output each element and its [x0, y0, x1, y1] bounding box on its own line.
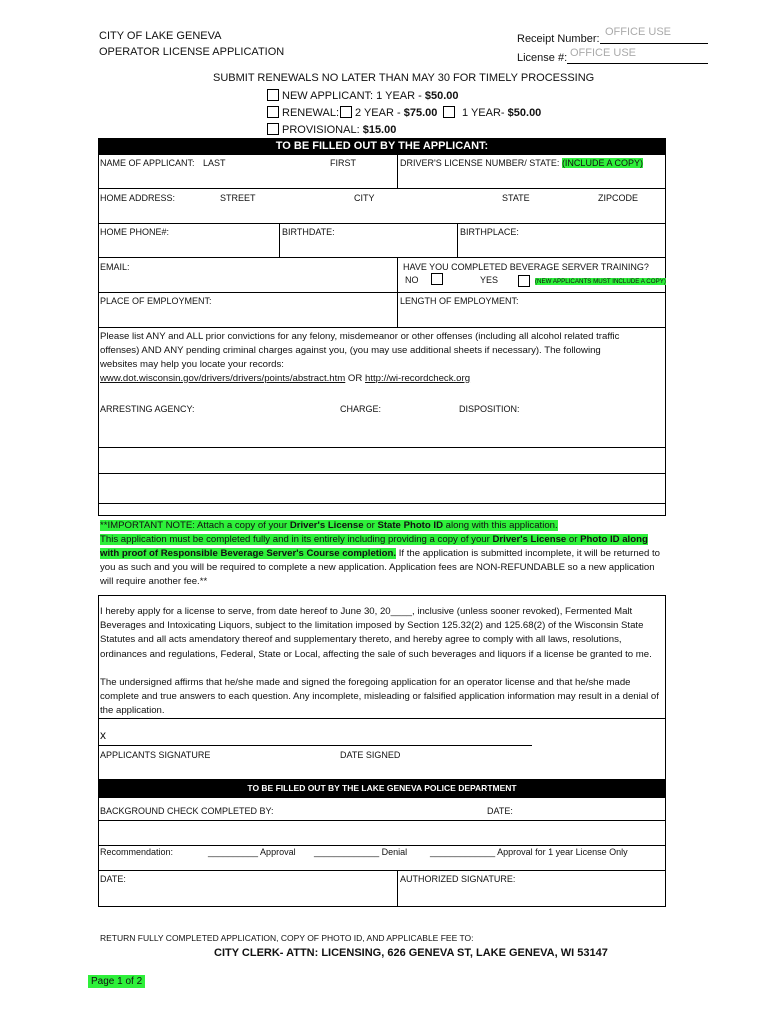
declaration-line-4: ordinances and regulations, Federal, State or Local, affecting the sale of such beverages and liquors if a license be granted to me.	[100, 649, 652, 660]
important-line-3: with proof of Responsible Beverage Server's Course completion. If the application is submitted incomplete, it will be returned to	[100, 548, 660, 559]
birthdate-label: BIRTHDATE:	[282, 227, 335, 237]
training-yes-checkbox[interactable]	[518, 275, 530, 287]
zipcode-label: ZIPCODE	[598, 193, 639, 203]
renewal-label: RENEWAL:	[282, 107, 340, 119]
form-title: OPERATOR LICENSE APPLICATION	[99, 46, 285, 58]
convictions-links: www.dot.wisconsin.gov/drivers/drivers/points/abstract.htm OR http://wi-recordcheck.org	[100, 373, 471, 384]
police-date-label: DATE:	[100, 874, 126, 884]
name-field[interactable]	[100, 170, 396, 187]
length-employment-label: LENGTH OF EMPLOYMENT:	[400, 296, 519, 306]
email-label: EMAIL:	[100, 262, 130, 272]
important-line-5: will require another fee.**	[100, 576, 208, 587]
email-field[interactable]	[100, 274, 395, 291]
home-address-label: HOME ADDRESS:	[100, 193, 176, 203]
signature-field[interactable]	[112, 724, 532, 744]
street-label: STREET	[220, 193, 256, 203]
charge-label: CHARGE:	[340, 404, 382, 414]
license-line	[567, 63, 708, 64]
conviction-row-3[interactable]	[100, 475, 664, 502]
two-year-checkbox[interactable]	[340, 106, 352, 118]
birthdate-field[interactable]	[281, 239, 456, 256]
receipt-value: OFFICE USE	[605, 26, 672, 38]
license-label: License #:	[517, 52, 568, 64]
training-no-label: NO	[405, 275, 419, 285]
one-year-option: 1 YEAR- $50.00	[462, 107, 542, 119]
receipt-line	[600, 43, 708, 44]
arresting-agency-label: ARRESTING AGENCY:	[100, 404, 195, 414]
background-date-label: DATE:	[487, 806, 513, 816]
one-year-checkbox[interactable]	[443, 106, 455, 118]
provisional-checkbox[interactable]	[267, 123, 279, 135]
police-section-header: TO BE FILLED OUT BY THE LAKE GENEVA POLICE DEPARTMENT	[98, 780, 666, 797]
denial-option[interactable]: _____________ Denial	[314, 847, 408, 857]
important-line-4: you as such and you will be required to complete a new application. Application fees are NON-REFUNDABLE so a new application	[100, 562, 655, 573]
training-note: (NEW APPLICANTS MUST INCLUDE A COPY)	[535, 278, 666, 285]
two-year-option: 2 YEAR - $75.00	[355, 107, 438, 119]
training-question: HAVE YOU COMPLETED BEVERAGE SERVER TRAINING?	[403, 262, 649, 272]
clerk-address: CITY CLERK- ATTN: LICENSING, 626 GENEVA ST, LAKE GENEVA, WI 53147	[214, 947, 608, 959]
conviction-row-2[interactable]	[100, 449, 664, 472]
new-applicant-option: NEW APPLICANT: 1 YEAR - $50.00	[282, 90, 459, 102]
birthplace-field[interactable]	[459, 239, 664, 256]
recommendation-label: Recommendation:	[100, 847, 174, 857]
declaration-line-7: the application.	[100, 705, 165, 716]
home-phone-field[interactable]	[100, 239, 277, 256]
dot-link[interactable]: www.dot.wisconsin.gov/drivers/drivers/points/abstract.htm	[100, 373, 346, 384]
name-of-applicant-label: NAME OF APPLICANT:	[100, 158, 195, 168]
training-yes-label: YES	[480, 275, 499, 285]
declaration-line-5: The undersigned affirms that he/she made and signed the foregoing application for an operator license and that he/she made	[100, 677, 631, 688]
signature-line	[98, 745, 532, 746]
state-label: STATE	[502, 193, 530, 203]
provisional-option: PROVISIONAL: $15.00	[282, 124, 397, 136]
important-line-1: **IMPORTANT NOTE: Attach a copy of your Driver's License or State Photo ID along with this application.	[100, 520, 558, 531]
convictions-line-3: websites may help you locate your records:	[100, 359, 284, 370]
approval-option[interactable]: __________ Approval	[208, 847, 296, 857]
disposition-label: DISPOSITION:	[459, 404, 520, 414]
home-address-field[interactable]	[100, 205, 664, 222]
date-signed-label: DATE SIGNED	[340, 750, 401, 760]
license-value: OFFICE USE	[570, 47, 637, 59]
last-name-label: LAST	[203, 158, 226, 168]
applicant-signature-label: APPLICANTS SIGNATURE	[100, 750, 211, 760]
length-employment-field[interactable]	[399, 308, 664, 326]
background-check-label: BACKGROUND CHECK COMPLETED BY:	[100, 806, 274, 816]
home-phone-label: HOME PHONE#:	[100, 227, 170, 237]
first-name-label: FIRST	[330, 158, 356, 168]
new-applicant-checkbox[interactable]	[267, 89, 279, 101]
conviction-row-1[interactable]	[100, 416, 664, 446]
convictions-line-2: offenses) AND ANY pending criminal charges against you, (you may use additional sheets if necessary). The following	[100, 345, 601, 356]
authorized-signature-label: AUTHORIZED SIGNATURE:	[400, 874, 516, 884]
applicant-section-header: TO BE FILLED OUT BY THE APPLICANT:	[98, 138, 666, 154]
employment-field[interactable]	[100, 308, 395, 326]
employment-label: PLACE OF EMPLOYMENT:	[100, 296, 212, 306]
birthplace-label: BIRTHPLACE:	[460, 227, 519, 237]
page-number-badge: Page 1 of 2	[88, 975, 145, 988]
convictions-line-1: Please list ANY and ALL prior convictions for any felony, misdemeanor or other offenses (including all alcohol related traffic	[100, 331, 620, 342]
recordcheck-link[interactable]: http://wi-recordcheck.org	[365, 373, 471, 384]
renewal-notice: SUBMIT RENEWALS NO LATER THAN MAY 30 FOR TIMELY PROCESSING	[213, 72, 595, 84]
approval-1yr-option[interactable]: _____________ Approval for 1 year License Only	[430, 847, 628, 857]
declaration-line-2: Beverages and Intoxicating Liquors, subject to the limitation imposed by Section 125.32(2) and 125.68(2) of the Wisconsin State	[100, 620, 644, 631]
renewal-checkbox[interactable]	[267, 106, 279, 118]
receipt-label: Receipt Number:	[517, 33, 600, 45]
drivers-license-field[interactable]	[399, 170, 665, 187]
drivers-license-label: DRIVER'S LICENSE NUMBER/ STATE: (INCLUDE A COPY)	[400, 158, 643, 168]
city-name: CITY OF LAKE GENEVA	[99, 30, 222, 42]
city-label: CITY	[354, 193, 375, 203]
signature-x-mark: x	[100, 728, 106, 742]
declaration-line-6: complete and true answers to each question. Any incomplete, misleading or falsified application information may result in a denial of	[100, 691, 659, 702]
declaration-line-3: Statutes and all acts amendatory thereof and supplementary thereto, and hereby agree to comply with all laws, resolutions,	[100, 634, 622, 645]
training-no-checkbox[interactable]	[431, 273, 443, 285]
declaration-line-1: I hereby apply for a license to serve, from date hereof to June 30, 20____, inclusive (unless sooner revoked), Fermented Malt	[100, 606, 633, 617]
important-line-2: This application must be completed fully and in its entirely including providing a copy of your Driver's License or Photo ID along	[100, 534, 648, 545]
return-instructions: RETURN FULLY COMPLETED APPLICATION, COPY OF PHOTO ID, AND APPLICABLE FEE TO:	[100, 933, 474, 943]
